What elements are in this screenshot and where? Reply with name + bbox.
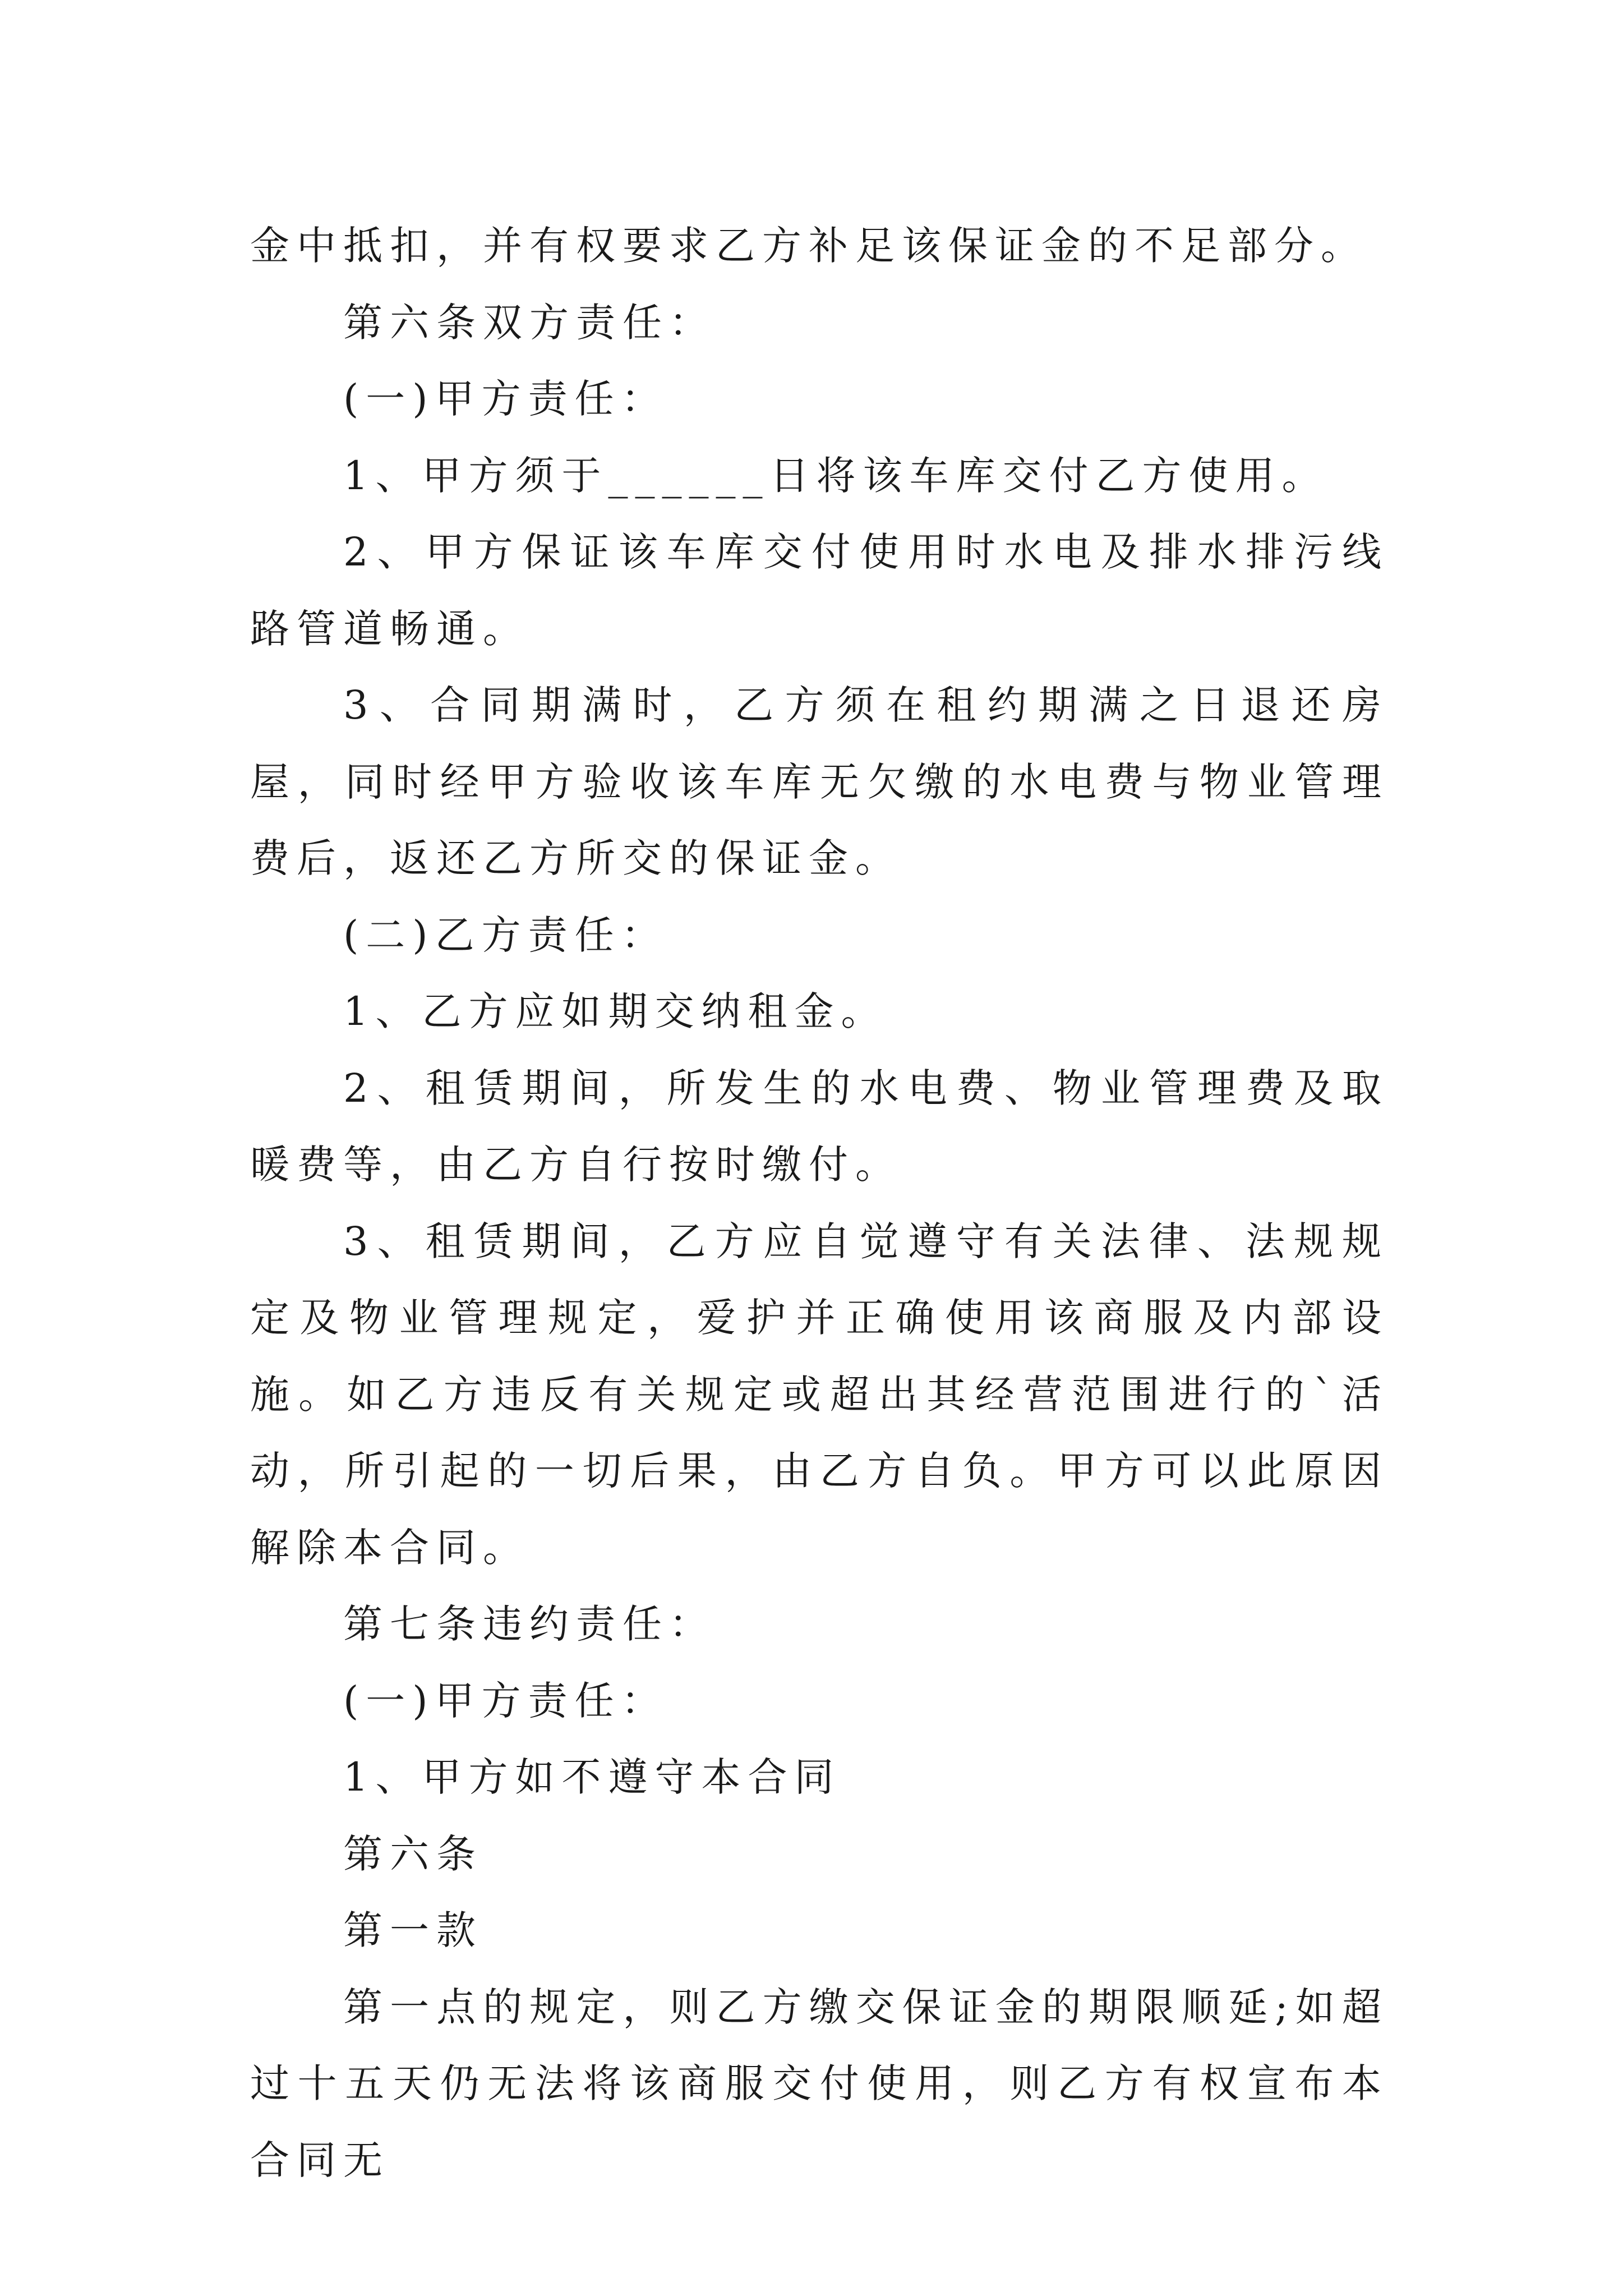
document-body [250, 208, 1389, 2198]
paragraph-12: (一)甲方责任： [343, 1677, 668, 1724]
paragraph-6: 3、合同期满时，乙方须在租约期满之日退还房屋，同时经甲方验收该车库无欠缴的水电费与物业管理费后，返还乙方所交的保证金。 [250, 682, 1389, 881]
paragraph-14: 第六条 [343, 1830, 483, 1877]
paragraph-3: (一)甲方责任： [343, 376, 668, 422]
paragraph-8: 1、乙方应如期交纳租金。 [343, 988, 888, 1034]
paragraph-10: 3、租赁期间，乙方应自觉遵守有关法律、法规规定及物业管理规定，爱护并正确使用该商服及内部设施。如乙方违反有关规定或超出其经营范围进行的`活动，所引起的一切后果，由乙方自负。甲方可以此原因解除本合同。 [250, 1218, 1389, 1571]
paragraph-13: 1、甲方如不遵守本合同 [343, 1754, 841, 1800]
paragraph-2: 第六条双方责任： [343, 299, 716, 346]
paragraph-15: 第一款 [343, 1907, 483, 1953]
paragraph-11: 第七条违约责任： [343, 1601, 716, 1647]
paragraph-7: (二)乙方责任： [343, 912, 668, 958]
paragraph-1: 金中抵扣，并有权要求乙方补足该保证金的不足部分。 [250, 223, 1367, 269]
paragraph-9: 2、租赁期间，所发生的水电费、物业管理费及取暖费等，由乙方自行按时缴付。 [250, 1065, 1389, 1188]
paragraph-16: 第一点的规定，则乙方缴交保证金的期限顺延;如超过十五天仍无法将该商服交付使用，则乙方有权宣布本合同无 [250, 1984, 1389, 2183]
paragraph-5: 2、甲方保证该车库交付使用时水电及排水排污线路管道畅通。 [250, 529, 1389, 652]
paragraph-4: 1、甲方须于______日将该车库交付乙方使用。 [343, 452, 1329, 499]
